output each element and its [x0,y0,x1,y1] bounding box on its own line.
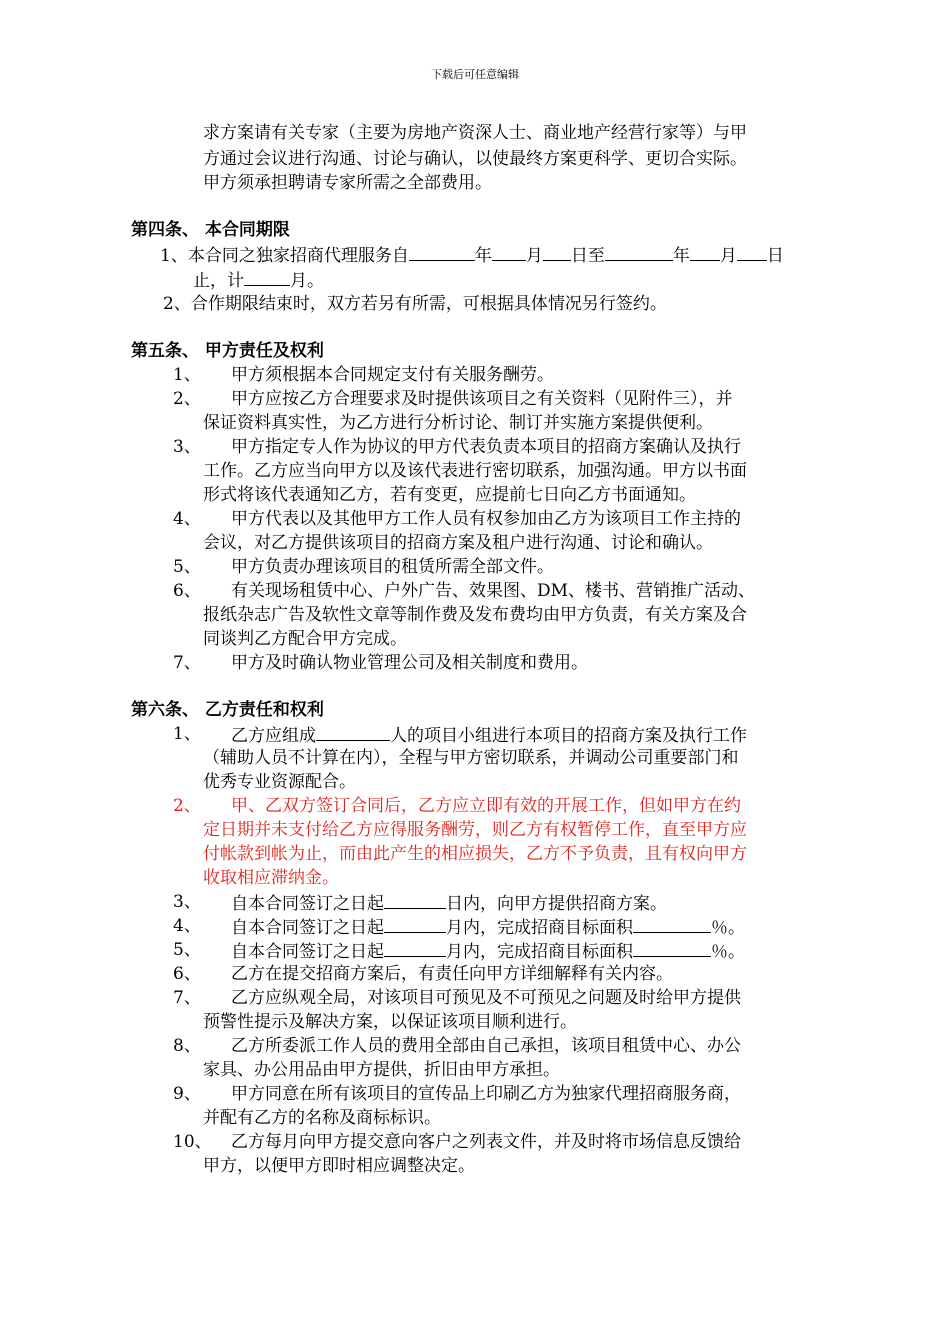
article-5-title: 第五条、 甲方责任及权利 [131,341,324,361]
article-5-item-3: 形式将该代表通知乙方，若有变更，应提前七日向乙方书面通知。 [203,485,696,505]
item-text: 乙方应组成 [231,726,316,746]
blank-field [316,722,390,741]
blank-field [244,267,290,286]
article-6-item-1 [231,722,747,748]
day-label: 日 [766,246,784,266]
item-number: 10、 [173,1132,212,1152]
article-5-item-4: 会议，对乙方提供该项目的招商方案及租户进行沟通、讨论和确认。 [203,533,713,553]
article-6-title: 第六条、 乙方责任和权利 [131,700,324,720]
blank-field [543,242,571,261]
article-6-item-2: 甲、乙双方签订合同后，乙方应立即有效的开展工作，但如甲方在约 [231,796,741,816]
article-5-item-7: 甲方及时确认物业管理公司及相关制度和费用。 [231,653,588,673]
article-4-item-1-cont [193,267,324,293]
item-text: 月内，完成招商目标面积 [446,918,633,938]
item-number: 7、 [173,653,201,673]
blank-field [633,938,711,957]
article-6-item-10: 乙方每月向甲方提交意向客户之列表文件，并及时将市场信息反馈给 [231,1132,741,1152]
item-number: 5、 [173,940,201,960]
article-4-item-1 [160,242,784,268]
year-label: 年 [672,246,690,266]
article-4-title: 第四条、 本合同期限 [131,220,290,240]
item-number: 1、 [173,724,201,744]
blank-field [633,914,711,933]
article-6-item-9: 甲方同意在所有该项目的宣传品上印刷乙方为独家代理招商服务商， [231,1084,741,1104]
article-6-item-1: （辅助人员不计算在内），全程与甲方密切联系，并调动公司重要部门和 [203,748,739,768]
blank-field [384,938,446,957]
item-number: 6、 [173,964,201,984]
day-label: 日至 [570,246,605,266]
article-6-item-2: 收取相应滞纳金。 [203,868,339,888]
blank-field [409,242,475,261]
month-label: 月 [719,246,737,266]
intro-line: 方通过会议进行沟通、讨论与确认，以使最终方案更科学、更切合实际。 [203,149,747,169]
article-6-item-9: 并配有乙方的名称及商标标识。 [203,1108,441,1128]
item-number: 7、 [173,988,201,1008]
article-6-item-6: 乙方在提交招商方案后，有责任向甲方详细解释有关内容。 [231,964,673,984]
article-6-item-8: 家具、办公用品由甲方提供，折旧由甲方承担。 [203,1060,560,1080]
article-5-item-2: 保证资料真实性，为乙方进行分析讨论、制订并实施方案提供便利。 [203,413,713,433]
item-text: ％。 [711,942,745,962]
item-text: 月内，完成招商目标面积 [446,942,633,962]
article-6-item-2: 定日期并未支付给乙方应得服务酬劳，则乙方有权暂停工作，直至甲方应 [203,820,747,840]
article-6-item-10: 甲方，以便甲方即时相应调整决定。 [203,1156,475,1176]
blank-field [384,890,446,909]
item-text: 自本合同签订之日起 [231,918,384,938]
article-6-item-3 [231,890,667,916]
item-number: 1、 [173,365,201,385]
item-number: 6、 [173,581,201,601]
item-number: 2、 [173,796,201,816]
item-number: 1、 [160,246,188,266]
item-text: 本合同之独家招商代理服务自 [187,246,409,266]
item-number: 8、 [173,1036,201,1056]
item-number: 4、 [173,916,201,936]
article-5-item-6: 报纸杂志广告及软性文章等制作费及发布费均由甲方负责，有关方案及合 [203,605,747,625]
item-text: 自本合同签订之日起 [231,942,384,962]
article-5-item-4: 甲方代表以及其他甲方工作人员有权参加由乙方为该项目工作主持的 [231,509,741,529]
article-5-item-1: 甲方须根据本合同规定支付有关服务酬劳。 [231,365,554,385]
page-header: 下载后可任意编辑 [431,68,519,81]
item-text: 日内，向甲方提供招商方案。 [446,894,667,914]
article-6-item-7: 乙方应纵观全局，对该项目可预见及不可预见之问题及时给甲方提供 [231,988,741,1008]
blank-field [737,242,767,261]
article-6-item-1: 优秀专业资源配合。 [203,772,356,792]
item-number: 4、 [173,509,201,529]
item-text: ％。 [711,918,745,938]
month-label: 月 [525,246,543,266]
blank-field [384,914,446,933]
article-6-item-2: 付帐款到帐为止，而由此产生的相应损失，乙方不予负责，且有权向甲方 [203,844,747,864]
blank-field [605,242,673,261]
article-4-item-2: 2、合作期限结束时，双方若另有所需，可根据具体情况另行签约。 [163,294,667,314]
item-text: 人的项目小组进行本项目的招商方案及执行工作 [390,726,747,746]
blank-field [690,242,720,261]
intro-line: 求方案请有关专家（主要为房地产资深人士、商业地产经营行家等）与甲 [203,123,747,143]
article-6-item-5 [231,938,745,964]
article-5-item-3: 工作。乙方应当向甲方以及该代表进行密切联系，加强沟通。甲方以书面 [203,461,747,481]
item-number: 5、 [173,557,201,577]
item-text: 自本合同签订之日起 [231,894,384,914]
item-text: 月。 [290,271,324,291]
item-number: 2、 [173,389,201,409]
blank-field [492,242,526,261]
item-number: 9、 [173,1084,201,1104]
year-label: 年 [474,246,492,266]
article-5-item-2: 甲方应按乙方合理要求及时提供该项目之有关资料（见附件三），并 [231,389,733,409]
article-5-item-5: 甲方负责办理该项目的租赁所需全部文件。 [231,557,554,577]
article-6-item-4 [231,914,745,940]
intro-line: 甲方须承担聘请专家所需之全部费用。 [203,173,492,193]
item-number: 3、 [173,437,201,457]
article-5-item-6: 同谈判乙方配合甲方完成。 [203,629,407,649]
article-6-item-8: 乙方所委派工作人员的费用全部由自己承担，该项目租赁中心、办公 [231,1036,741,1056]
article-5-item-3: 甲方指定专人作为协议的甲方代表负责本项目的招商方案确认及执行 [231,437,741,457]
article-6-item-7: 预警性提示及解决方案，以保证该项目顺利进行。 [203,1012,577,1032]
article-5-item-6: 有关现场租赁中心、户外广告、效果图、DM、楼书、营销推广活动、 [231,581,756,601]
item-number: 3、 [173,892,201,912]
item-text: 止，计 [193,271,244,291]
